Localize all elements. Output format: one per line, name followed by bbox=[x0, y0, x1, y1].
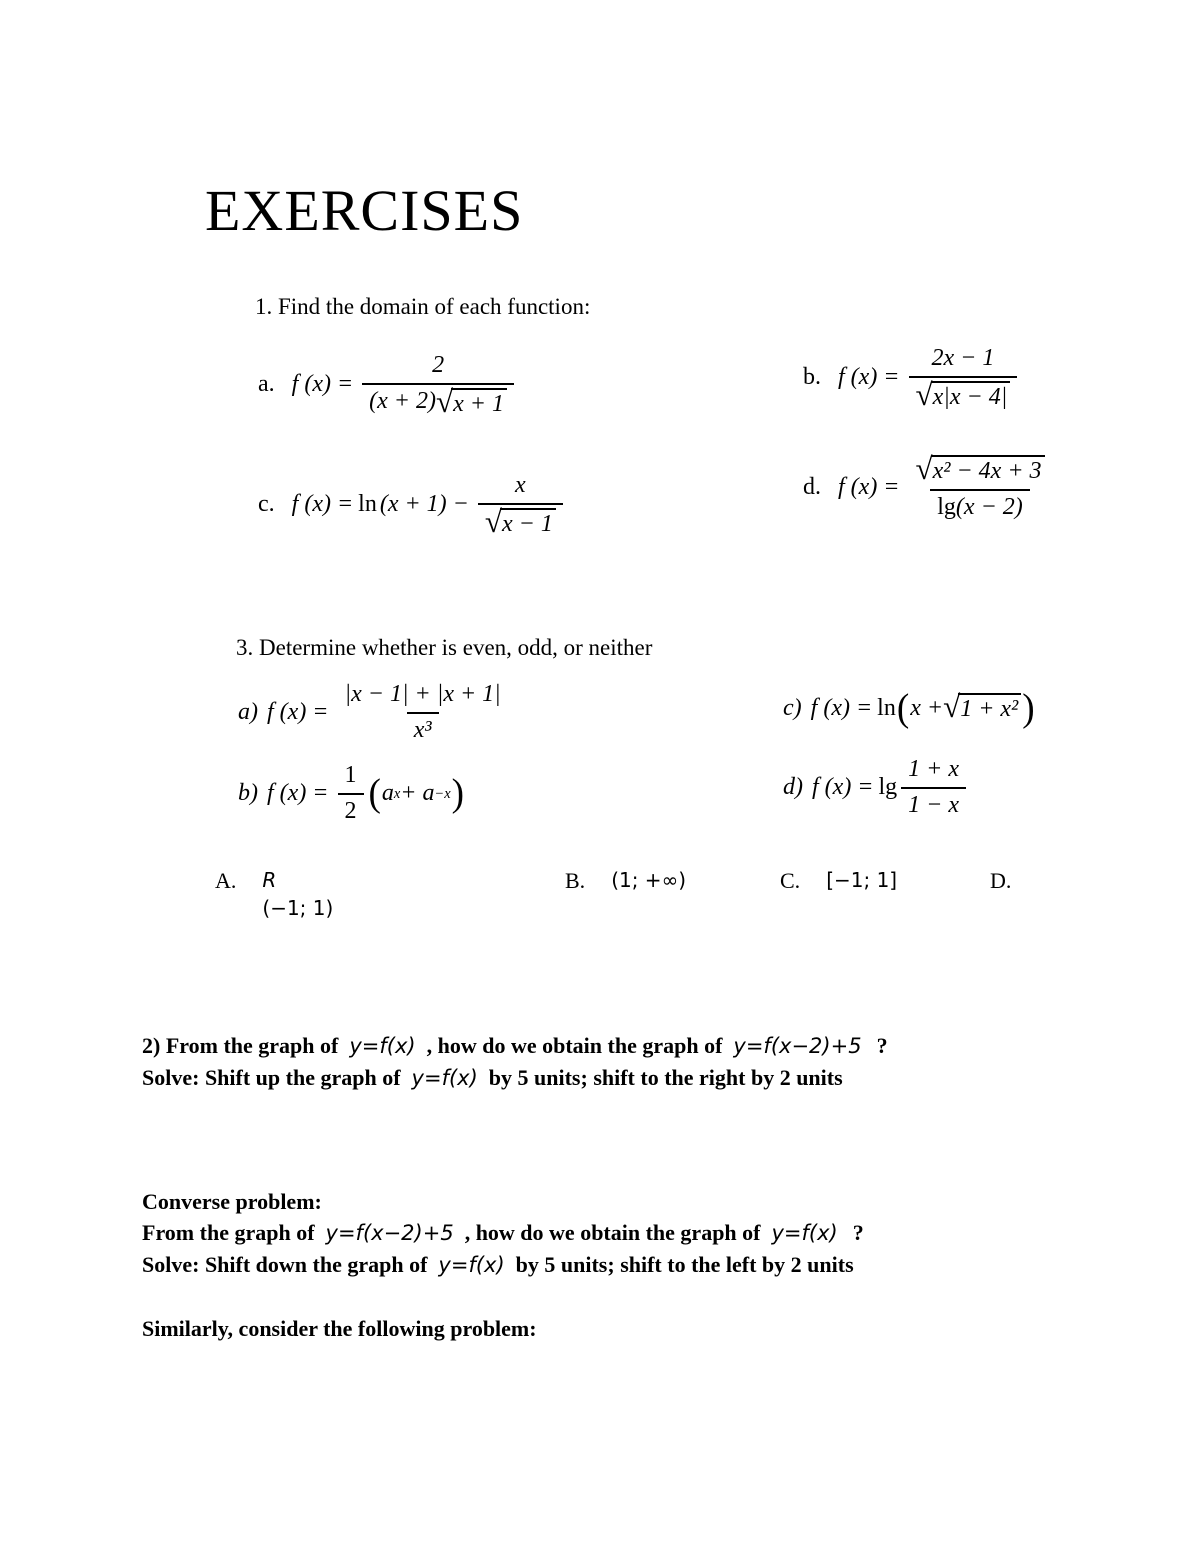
formula-1b bbox=[803, 345, 1021, 411]
mid-term: + a bbox=[400, 779, 435, 806]
open-paren: ( bbox=[368, 771, 381, 815]
argument: x + bbox=[910, 694, 944, 721]
item-label: a) bbox=[238, 698, 258, 725]
close-paren: ) bbox=[451, 771, 464, 815]
formula-3b: b) f (x) = $\frac{1}{2}$ ( a x + a −x ) bbox=[238, 762, 464, 824]
problem1-heading: 1. Find the domain of each function: bbox=[255, 294, 591, 319]
square-root bbox=[436, 383, 507, 419]
converse-line2 bbox=[142, 1249, 864, 1281]
item-label: d. bbox=[803, 474, 821, 501]
fraction bbox=[901, 756, 966, 819]
ln-operator: ln bbox=[358, 491, 377, 518]
fraction bbox=[478, 472, 563, 538]
square-root bbox=[915, 376, 1011, 412]
denominator bbox=[909, 376, 1018, 412]
denominator: 1 − x bbox=[901, 787, 966, 820]
numerator: |x − 1| + |x + 1| bbox=[344, 681, 501, 707]
numerator: 1 bbox=[344, 762, 357, 788]
problem2-paragraph bbox=[142, 1030, 888, 1094]
text: by 5 units; shift to the right by 2 units bbox=[488, 1065, 843, 1090]
radicand: x² − 4x + 3 bbox=[931, 455, 1045, 486]
radical-icon: √ bbox=[915, 451, 933, 486]
text: Solve: Shift up the graph of bbox=[142, 1065, 401, 1090]
fraction bbox=[362, 352, 514, 418]
inline-math: y=f(x−2)+5 bbox=[733, 1034, 862, 1058]
item-label: b. bbox=[803, 364, 821, 391]
function-lhs: f (x) = bbox=[267, 698, 329, 725]
inline-math: y=f(x) bbox=[771, 1221, 838, 1245]
lg-operator: lg bbox=[937, 493, 956, 520]
option-d bbox=[990, 868, 1011, 894]
text: From the graph of bbox=[142, 1220, 315, 1245]
close-paren: ) bbox=[1022, 686, 1035, 731]
function-lhs: f (x) = bbox=[291, 371, 354, 398]
option-letter: C. bbox=[780, 868, 801, 893]
radicand: x − 1 bbox=[500, 508, 556, 539]
option-value: [−1; 1] bbox=[826, 868, 898, 892]
square-root bbox=[915, 451, 1045, 486]
function-lhs: f (x) = bbox=[812, 773, 874, 800]
function-lhs: f (x) = bbox=[810, 694, 873, 721]
formula-3d bbox=[783, 756, 970, 819]
formula-1a bbox=[258, 352, 518, 418]
base-a: a bbox=[381, 779, 394, 806]
option-values bbox=[262, 868, 333, 920]
option-value-2: (−1; 1) bbox=[262, 896, 334, 920]
radicand: 1 + x² bbox=[958, 693, 1021, 724]
text: Solve: Shift down the graph of bbox=[142, 1252, 428, 1277]
item-label: d) bbox=[783, 773, 803, 800]
fraction bbox=[338, 762, 364, 825]
item-label: b) bbox=[238, 779, 258, 806]
den-arg: (x − 2) bbox=[955, 493, 1023, 520]
lg-operator: lg bbox=[878, 773, 898, 800]
formula-1d bbox=[803, 451, 1056, 521]
option-letter: B. bbox=[565, 868, 586, 893]
inline-math: y=f(x) bbox=[438, 1253, 505, 1277]
square-root bbox=[484, 503, 556, 539]
text: , how do we obtain the graph of bbox=[426, 1033, 723, 1058]
converse-heading: Converse problem: bbox=[142, 1189, 322, 1214]
formula-1c bbox=[258, 472, 567, 538]
option-a bbox=[215, 868, 333, 920]
fraction bbox=[909, 451, 1052, 521]
function-lhs: f (x) = bbox=[267, 779, 329, 806]
question-mark: ? bbox=[852, 1220, 864, 1245]
option-c bbox=[780, 868, 897, 894]
problem2-line2 bbox=[142, 1062, 888, 1094]
problem2-line1 bbox=[142, 1030, 888, 1062]
formula-3a bbox=[238, 681, 512, 744]
text: by 5 units; shift to the left by 2 units bbox=[515, 1252, 854, 1277]
page-title: EXERCISES bbox=[205, 178, 524, 243]
inline-math: y=f(x) bbox=[411, 1066, 478, 1090]
den-text: (x + 2) bbox=[369, 387, 436, 414]
radicand: x|x − 4| bbox=[931, 381, 1011, 412]
denominator bbox=[478, 503, 563, 539]
radical-icon: √ bbox=[915, 376, 933, 412]
function-lhs: f (x) = bbox=[291, 491, 354, 518]
text: , how do we obtain the graph of bbox=[464, 1220, 761, 1245]
option-letter: D. bbox=[990, 868, 1012, 893]
denominator: x³ bbox=[407, 712, 439, 745]
item-label: a. bbox=[258, 371, 275, 398]
option-letter: A. bbox=[215, 868, 237, 893]
option-value: R bbox=[262, 868, 277, 892]
function-lhs: f (x) = bbox=[838, 474, 900, 501]
denominator: 2 bbox=[338, 793, 364, 826]
radical-icon: √ bbox=[484, 503, 502, 539]
formula-3c bbox=[783, 686, 1036, 731]
argument: (x + 1) − bbox=[379, 491, 469, 518]
radical-icon: √ bbox=[943, 689, 961, 725]
square-root bbox=[943, 689, 1021, 725]
numerator: 2x − 1 bbox=[931, 345, 995, 371]
option-b bbox=[565, 868, 686, 894]
text: 2) From the graph of bbox=[142, 1033, 339, 1058]
question-mark: ? bbox=[876, 1033, 888, 1058]
function-lhs: f (x) = bbox=[838, 364, 900, 391]
item-label: c) bbox=[783, 694, 802, 721]
ln-operator: ln bbox=[877, 694, 896, 721]
fraction bbox=[909, 345, 1018, 411]
denominator bbox=[362, 383, 514, 419]
radical-icon: √ bbox=[436, 383, 454, 419]
numerator: x bbox=[515, 472, 526, 498]
inline-math: y=f(x−2)+5 bbox=[325, 1221, 454, 1245]
similarly-line: Similarly, consider the following problem: bbox=[142, 1316, 537, 1341]
fraction bbox=[338, 681, 508, 744]
numerator bbox=[909, 451, 1052, 489]
numerator: 2 bbox=[432, 352, 445, 378]
item-label: c. bbox=[258, 491, 275, 518]
numerator: 1 + x bbox=[908, 756, 960, 782]
denominator bbox=[930, 489, 1030, 522]
converse-paragraph bbox=[142, 1186, 864, 1281]
problem3-heading: 3. Determine whether is even, odd, or neither bbox=[236, 635, 653, 660]
inline-math: y=f(x) bbox=[349, 1034, 416, 1058]
converse-line1 bbox=[142, 1217, 864, 1249]
option-value: (1; +∞) bbox=[611, 868, 687, 892]
open-paren: ( bbox=[896, 686, 910, 731]
radicand: x + 1 bbox=[451, 388, 507, 419]
